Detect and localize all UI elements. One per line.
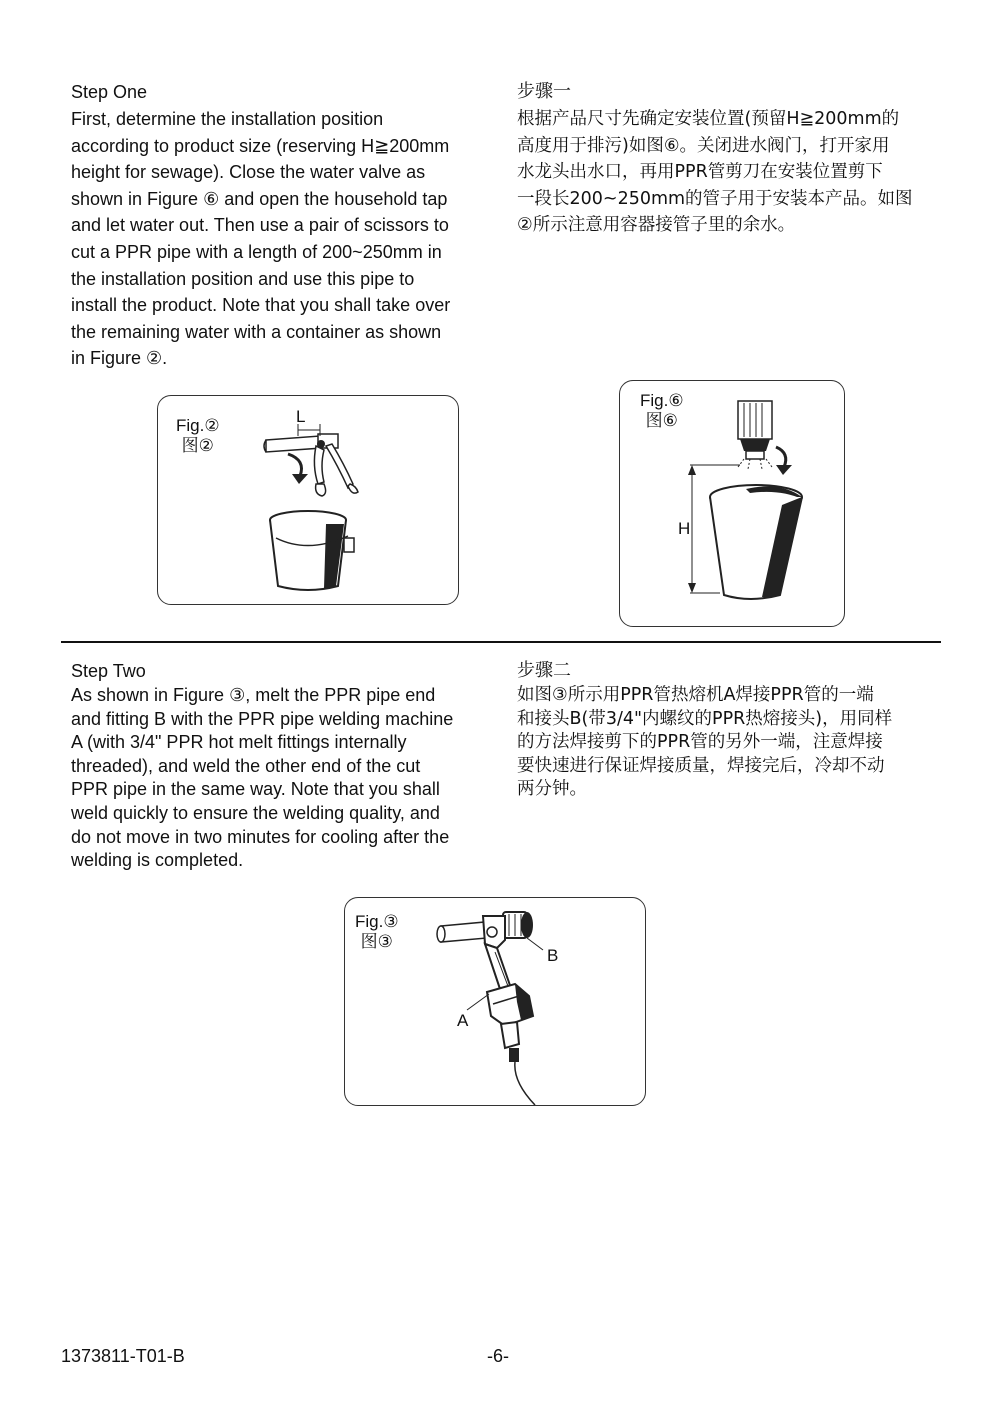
text-line: in Figure ②.	[71, 348, 168, 369]
text-line: 和接头B(带3/4"内螺纹的PPR热熔接头)，用同样	[517, 708, 893, 729]
page-number: -6-	[487, 1346, 509, 1366]
text-line: cut a PPR pipe with a length of 200~250mm in	[71, 241, 442, 262]
text-line: A (with 3/4" PPR hot melt fittings internally	[71, 732, 407, 753]
text-line: 根据产品尺寸先确定安装位置(预留H≧200mm的	[517, 109, 900, 129]
step-one-en	[71, 80, 491, 372]
text-line: height for sewage). Close the water valve as	[71, 162, 426, 183]
step-one-cn-heading: 步骤一	[517, 81, 571, 102]
step-one-en-text	[71, 106, 491, 372]
text-line: First, determine the installation position	[71, 109, 384, 129]
text-line: and let water out. Then use a pair of scissors to	[71, 215, 449, 236]
text-line: ②所示注意用容器接管子里的余水。	[517, 215, 796, 235]
figure-3-label-a: A	[457, 1011, 469, 1030]
figure-2-label-en: Fig.②	[176, 416, 220, 435]
figure-2-label-cn: 图②	[181, 436, 214, 455]
step-two-cn-heading: 步骤二	[517, 660, 571, 681]
text-line: 要快速进行保证焊接质量，焊接完后，冷却不动	[517, 755, 885, 776]
text-line: welding is completed.	[71, 850, 244, 871]
figure-6-illustration	[620, 381, 844, 626]
step-one-heading: Step One	[71, 82, 148, 102]
text-line: 一段长200~250mm的管子用于安装本产品。如图	[517, 188, 913, 209]
step-one-cn-text	[517, 106, 947, 239]
figure-2-illustration	[158, 396, 458, 604]
text-line: 如图③所示用PPR管热熔机A焊接PPR管的一端	[517, 685, 874, 705]
text-line: shown in Figure ⑥ and open the household tap	[71, 188, 448, 209]
figure-6-label-cn: 图⑥	[645, 411, 678, 430]
step-two-heading: Step Two	[71, 661, 146, 681]
text-line: As shown in Figure ③, melt the PPR pipe end	[71, 685, 436, 705]
step-one-cn	[517, 80, 947, 239]
text-line: do not move in two minutes for cooling after the	[71, 826, 450, 847]
text-line: 两分钟。	[517, 779, 587, 800]
text-line: threaded), and weld the other end of the cut	[71, 755, 421, 776]
figure-3-illustration	[345, 898, 645, 1105]
text-line: the remaining water with a container as shown	[71, 321, 442, 342]
text-line: 水龙头出水口，再用PPR管剪刀在安装位置剪下	[517, 162, 883, 182]
text-line: according to product size (reserving H≧200mm	[71, 135, 450, 156]
figure-2	[157, 395, 459, 605]
text-line: and fitting B with the PPR pipe welding machine	[71, 708, 454, 729]
step-two-en	[71, 659, 491, 873]
figure-3-label-en: Fig.③	[355, 912, 399, 931]
figure-3	[344, 897, 646, 1106]
figure-2-dim-label: L	[296, 407, 306, 426]
figure-6-label-en: Fig.⑥	[640, 391, 684, 410]
text-line: install the product. Note that you shall take over	[71, 295, 451, 316]
figure-6-dim-label: H	[678, 519, 691, 538]
step-two-en-text	[71, 684, 491, 873]
document-number: 1373811-T01-B	[61, 1346, 185, 1366]
text-line: the installation position and use this pipe to	[71, 268, 415, 289]
figure-3-label-cn: 图③	[360, 932, 393, 951]
text-line: 高度用于排污)如图⑥。关闭进水阀门，打开家用	[517, 135, 890, 156]
section-divider	[61, 641, 941, 643]
step-two-cn-text	[517, 684, 947, 802]
step-two-cn	[517, 659, 947, 802]
text-line: weld quickly to ensure the welding quality, and	[71, 802, 440, 823]
figure-3-label-b: B	[547, 946, 559, 965]
figure-6	[619, 380, 845, 627]
text-line: 的方法焊接剪下的PPR管的另外一端，注意焊接	[517, 732, 883, 753]
text-line: PPR pipe in the same way. Note that you shall	[71, 779, 440, 800]
